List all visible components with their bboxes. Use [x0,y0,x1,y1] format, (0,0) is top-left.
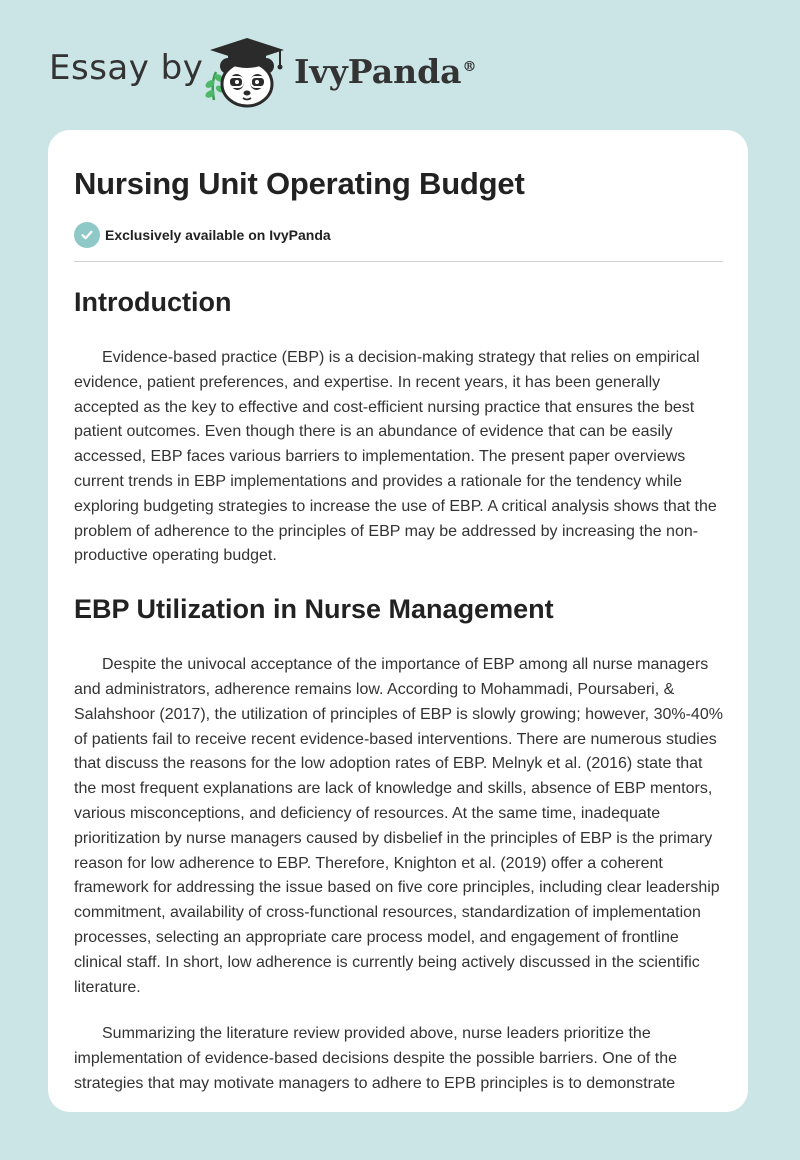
brand-logo-text[interactable] [294,52,477,91]
exclusive-badge [74,222,331,248]
paragraph: Despite the univocal acceptance of the importance of EBP among all nurse managers and administrators, adherence remains low. According to Mohammadi, Poursaberi, & Salahshoor (2017), the utilization of principles of EBP is slowly growing; however, 30%-40% of patients fail to receive recent evidence-based interventions. There are numerous studies that discuss the reasons for the low adoption rates of EBP. Melnyk et al. (2016) state that the most frequent explanations are lack of knowledge and skills, absence of EBP mentors, various misconceptions, and deficiency of resources. At the same time, inadequate prioritization by nurse managers caused by disbelief in the principles of EBP is the primary reason for low adherence to EBP. Therefore, Knighton et al. (2019) offer a coherent framework for addressing the issue based on five core principles, including clear leadership commitment, availability of cross-functional resources, standardization of implementation processes, selecting an appropriate care process model, and engagement of frontline clinical staff. In short, low adherence is currently being actively discussed in the scientific literature. [74,656,723,996]
page-title: Nursing Unit Operating Budget [74,166,525,201]
panda-graduate-icon[interactable] [200,34,290,110]
site-header [0,0,800,130]
section-heading-ebp-utilization: EBP Utilization in Nurse Management [74,594,554,625]
paragraph: Evidence-based practice (EBP) is a decision-making strategy that relies on empirical evidence, patient preferences, and expertise. In recent years, it has been generally accepted as the key to effective and cost-efficient nursing practice that ensures the best patient outcomes. Even though there is an abundance of evidence that can be easily accessed, EBP faces various barriers to implementation. The present paper overviews current trends in EBP implementations and provides a rationale for the tendency while exploring budgeting strategies to increase the use of EBP. A critical analysis shows that the problem of adherence to the principles of EBP may be addressed by increasing the non-productive operating budget. [74,349,717,565]
paragraph: Summarizing the literature review provided above, nurse leaders prioritize the implementation of evidence-based decisions despite the possible barriers. One of the strategies that may motivate managers to adhere to EPB principles is to demonstrate [74,1025,678,1092]
check-icon [74,222,100,248]
registered-mark: ® [462,59,477,75]
essay-card [48,130,748,1112]
section-heading-introduction: Introduction [74,287,232,317]
essay-by-label: Essay by [49,48,204,88]
brand-name: IvyPanda [294,52,462,91]
title-divider [74,261,723,262]
essay-body [74,284,726,1097]
exclusive-label: Exclusively available on IvyPanda [105,227,331,243]
